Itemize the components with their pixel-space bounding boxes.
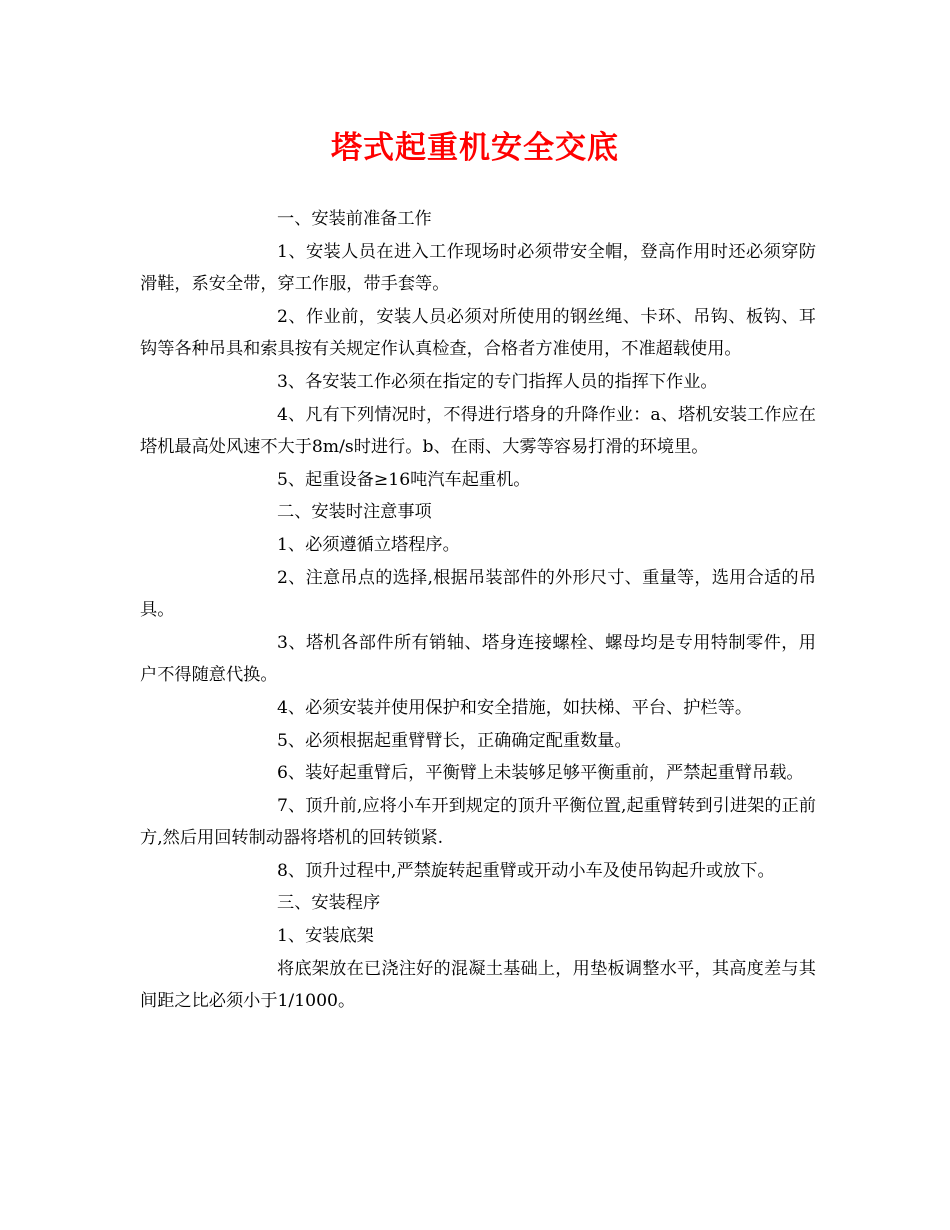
section-heading-2: 二、安装时注意事项 [277,502,432,523]
section-heading-1: 一、安装前准备工作 [277,209,432,229]
paragraph: 2、注意吊点的选择,根据吊装部件的外形尺寸、重量等，选用合适的吊具。 [140,567,816,621]
paragraph: 3、各安装工作必须在指定的专门指挥人员的指挥下作业。 [277,371,718,392]
paragraph: 4、凡有下列情况时，不得进行塔身的升降作业：a、塔机安装工作应在塔机最高处风速不大于8m/s时进行。b、在雨、大雾等容易打滑的环境里。 [140,404,816,458]
paragraph: 7、顶升前,应将小车开到规定的顶升平衡位置,起重臂转到引进架的正前方,然后用回转制动器将塔机的回转锁紧. [140,795,816,849]
paragraph: 2、作业前，安装人员必须对所使用的钢丝绳、卡环、吊钩、板钩、耳钩等各种吊具和索具按有关规定作认真检查，合格者方准使用，不准超载使用。 [140,306,816,360]
document-body [140,203,816,1018]
paragraph: 8、顶升过程中,严禁旋转起重臂或开动小车及使吊钩起升或放下。 [277,860,775,881]
paragraph: 5、必须根据起重臂臂长，正确确定配重数量。 [277,730,632,751]
paragraph: 1、必须遵循立塔程序。 [277,534,460,555]
paragraph: 6、装好起重臂后，平衡臂上未装够足够平衡重前，严禁起重臂吊载。 [277,763,804,784]
paragraph: 1、安装人员在进入工作现场时必须带安全帽，登高作用时还必须穿防滑鞋，系安全带，穿工作服，带手套等。 [140,241,816,295]
paragraph: 1、安装底架 [277,926,374,947]
paragraph: 5、起重设备≥16吨汽车起重机。 [277,469,531,490]
paragraph: 3、塔机各部件所有销轴、塔身连接螺栓、螺母均是专用特制零件，用户不得随意代换。 [140,632,816,686]
document-title: 塔式起重机安全交底 [331,130,619,166]
paragraph: 将底架放在已浇注好的混凝土基础上，用垫板调整水平，其高度差与其间距之比必须小于1/1000。 [140,958,816,1012]
paragraph: 4、必须安装并使用保护和安全措施，如扶梯、平台、护栏等。 [277,697,753,718]
section-heading-3: 三、安装程序 [277,893,381,914]
